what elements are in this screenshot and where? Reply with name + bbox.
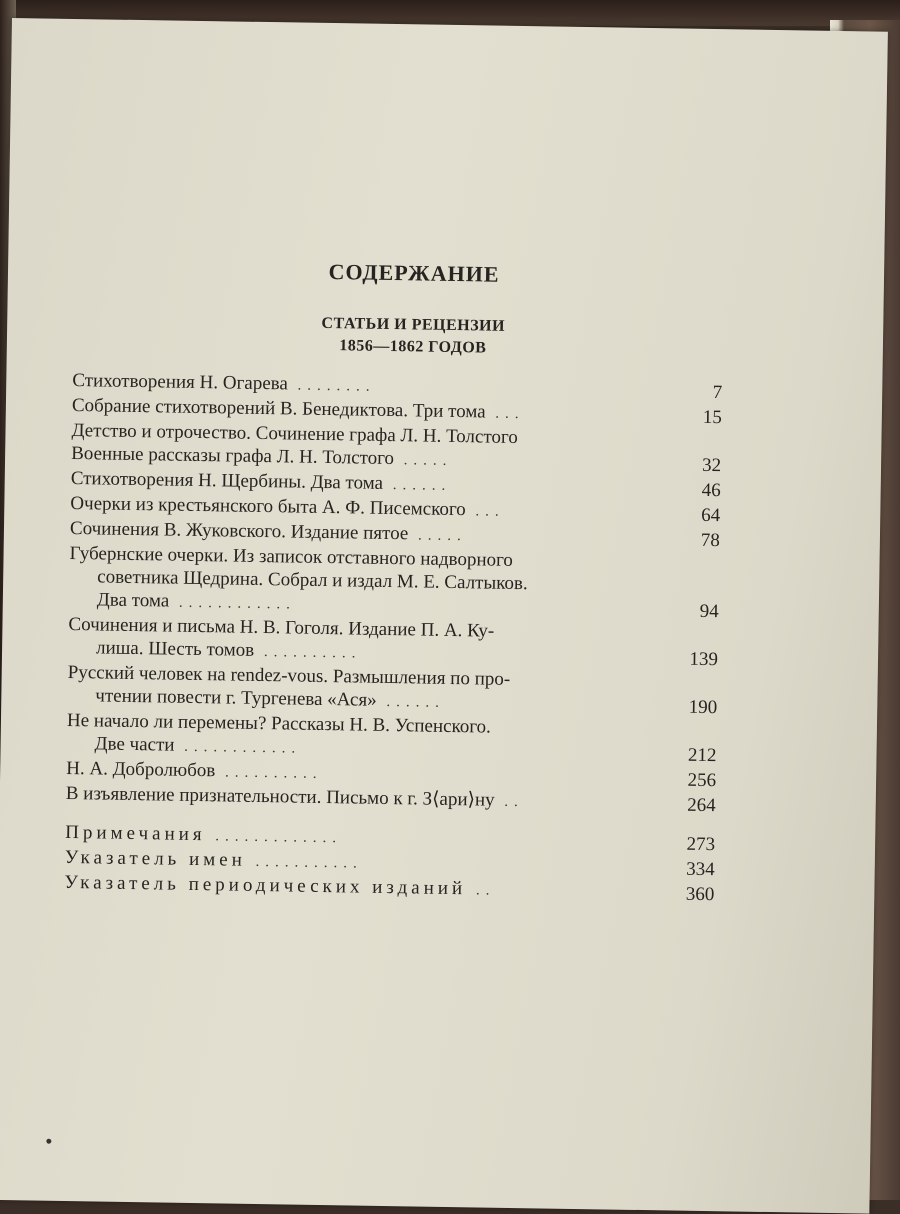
toc-entry-line: Стихотворения Н. Огарева ........	[72, 369, 376, 395]
leader-dots: ............	[174, 738, 302, 757]
toc-page-number: 360	[685, 883, 715, 906]
toc-entry-line: Сочинения В. Жуковского. Издание пятое .....	[69, 517, 467, 545]
toc-entry-line: Два тома ............	[96, 589, 297, 613]
leader-dots: ..	[466, 882, 496, 899]
toc-page-number: 94	[699, 600, 719, 623]
toc-entry-line: лиша. Шесть томов ..........	[95, 637, 362, 662]
table-of-contents	[64, 255, 724, 906]
leader-dots: ...	[465, 503, 505, 520]
toc-appendix-label: Указатель периодических изданий	[64, 871, 467, 900]
leader-dots: ..	[494, 793, 524, 811]
toc-entry-line: Собрание стихотворений В. Бенедиктова. Три тома ...	[71, 394, 525, 423]
toc-entry-line: советника Щедрина. Собрал и издал М. Е. Салтыков.	[97, 566, 528, 595]
toc-entry-line: Стихотворения Н. Щербины. Два тома ......	[70, 467, 452, 494]
leader-dots: .....	[408, 527, 467, 545]
leader-dots: ............	[169, 594, 297, 613]
leader-dots: ..........	[215, 764, 323, 782]
toc-page-number: 190	[688, 696, 718, 719]
toc-title: СОДЕРЖАНИЕ	[328, 259, 500, 287]
toc-entry-line: Русский человек на rendez-vous. Размышления по про-	[67, 661, 511, 690]
toc-page-number: 334	[686, 858, 715, 881]
toc-page-number: 64	[701, 504, 721, 527]
toc-entry-line: Сочинения и письма Н. В. Гоголя. Издание П. А. Ку-	[68, 613, 495, 642]
leader-dots: ........	[287, 377, 376, 395]
leader-dots: ..........	[254, 643, 362, 662]
toc-page-number: 15	[702, 406, 722, 429]
toc-entry-line: Н. А. Добролюбов ..........	[66, 757, 323, 782]
leader-dots: .....	[393, 452, 453, 469]
toc-page-number: 256	[687, 769, 717, 792]
toc-entry	[69, 542, 720, 623]
leader-dots: ...	[485, 405, 525, 423]
ink-dot	[46, 1139, 51, 1144]
toc-entry-line: В изъявление признательности. Письмо к г. З⟨ари⟩ну ..	[65, 782, 524, 811]
book-page	[0, 18, 888, 1214]
toc-page-number: 139	[689, 648, 719, 671]
toc-entries	[66, 369, 723, 817]
section-years: 1856—1862 ГОДОВ	[339, 337, 487, 357]
toc-entry-line: Две части ............	[94, 733, 302, 757]
leader-dots: .............	[205, 828, 343, 847]
toc-entry-line: Губернские очерки. Из записок отставного надворного	[69, 542, 514, 571]
toc-page-number: 264	[687, 794, 716, 817]
toc-page-number: 46	[701, 479, 721, 502]
section-title: СТАТЬИ И РЕЦЕНЗИИ	[321, 314, 506, 335]
toc-page-number: 273	[686, 833, 716, 856]
leader-dots: ......	[376, 693, 446, 711]
toc-entry-line: Детство и отрочество. Сочинение графа Л. Н. Толстого	[71, 419, 518, 448]
toc-entry-line: Очерки из крестьянского быта А. Ф. Писемского ...	[70, 492, 505, 521]
toc-entry-line: Не начало ли перемены? Рассказы Н. В. Успенского.	[66, 709, 492, 738]
toc-page-number: 32	[701, 454, 722, 477]
leader-dots: ......	[382, 476, 452, 494]
toc-entry-line: Военные рассказы графа Л. Н. Толстого .....	[71, 442, 453, 470]
leader-dots: ...........	[245, 853, 363, 872]
toc-page-number: 78	[700, 529, 721, 552]
toc-appendix	[64, 821, 715, 906]
toc-page-number: 7	[712, 382, 723, 404]
toc-appendix-label: Примечания	[65, 821, 206, 846]
toc-appendix-label: Указатель имен	[64, 846, 246, 871]
toc-page-number: 212	[687, 744, 717, 767]
toc-entry-line: чтении повести г. Тургенева «Ася» ......	[95, 685, 446, 711]
